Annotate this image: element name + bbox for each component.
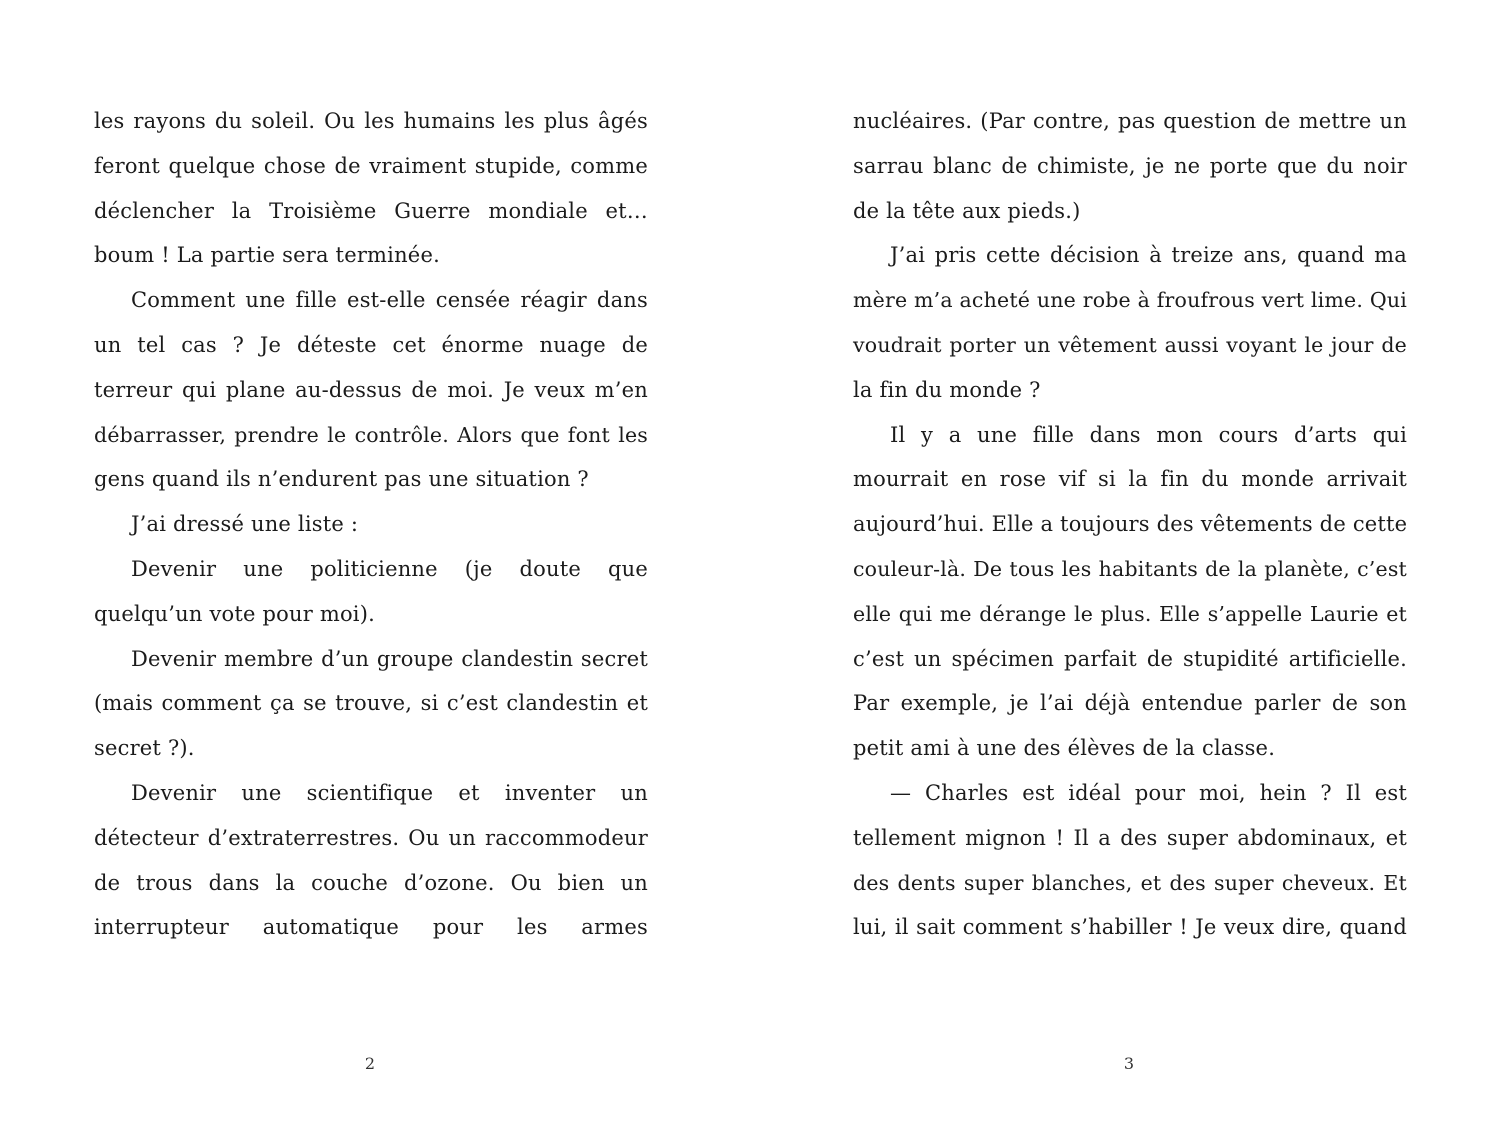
text-line: aujourd’hui. Elle a toujours des vêtements de cette: [853, 512, 1408, 537]
text-line: sarrau blanc de chimiste, je ne porte que du noir: [853, 153, 1407, 178]
text-line: — Charles est idéal pour moi, hein ? Il est: [890, 780, 1407, 805]
text-line: couleur-là. De tous les habitants de la planète, c’est: [853, 556, 1407, 581]
page-number: 2: [364, 1054, 376, 1073]
page-number: 3: [1123, 1054, 1135, 1073]
text-line: tellement mignon ! Il a des super abdominaux, et: [853, 825, 1407, 850]
right-page-text: [853, 99, 1407, 950]
text-line: la fin du monde ?: [853, 377, 1041, 402]
text-line: J’ai pris cette décision à treize ans, quand ma: [890, 243, 1407, 268]
text-line: secret ?).: [94, 736, 195, 761]
text-line: débarrasser, prendre le contrôle. Alors que font les: [94, 422, 648, 447]
text-line: mourrait en rose vif si la fin du monde arrivait: [853, 467, 1407, 492]
text-line: détecteur d’extraterrestres. Ou un raccommodeur: [94, 825, 648, 850]
text-line: (mais comment ça se trouve, si c’est clandestin et: [94, 691, 648, 716]
text-line: voudrait porter un vêtement aussi voyant le jour de: [853, 332, 1407, 357]
text-line: déclencher la Troisième Guerre mondiale et…: [94, 198, 648, 223]
text-line: Devenir une scientifique et inventer un: [131, 780, 648, 805]
text-line: de la tête aux pieds.): [853, 198, 1081, 223]
text-line: les rayons du soleil. Ou les humains les plus âgés: [94, 109, 648, 133]
text-line: interrupteur automatique pour les armes: [94, 915, 648, 940]
text-line: Comment une fille est-elle censée réagir dans: [131, 288, 648, 313]
text-line: Par exemple, je l’ai déjà entendue parler de son: [853, 691, 1407, 716]
right-page: [750, 0, 1500, 1125]
text-line: boum ! La partie sera terminée.: [94, 243, 440, 268]
text-line: petit ami à une des élèves de la classe.: [853, 736, 1276, 761]
text-line: nucléaires. (Par contre, pas question de mettre un: [853, 109, 1407, 133]
text-line: gens quand ils n’endurent pas une situation ?: [94, 467, 589, 492]
text-line: Devenir une politicienne (je doute que: [131, 556, 648, 581]
text-line: un tel cas ? Je déteste cet énorme nuage de: [94, 332, 648, 357]
text-line: c’est un spécimen parfait de stupidité artificielle.: [853, 646, 1407, 671]
text-line: J’ai dressé une liste :: [131, 512, 359, 537]
text-line: des dents super blanches, et des super cheveux. Et: [853, 870, 1407, 895]
text-line: Il y a une fille dans mon cours d’arts qui: [890, 422, 1407, 447]
text-line: Devenir membre d’un groupe clandestin secret: [131, 646, 648, 671]
text-line: elle qui me dérange le plus. Elle s’appelle Laurie et: [853, 601, 1407, 626]
text-line: de trous dans la couche d’ozone. Ou bien un: [94, 870, 648, 895]
text-line: terreur qui plane au-dessus de moi. Je veux m’en: [94, 377, 648, 402]
text-line: lui, il sait comment s’habiller ! Je veux dire, quand: [853, 915, 1407, 940]
text-line: feront quelque chose de vraiment stupide, comme: [94, 153, 648, 178]
left-page-text: [94, 99, 648, 950]
text-line: quelqu’un vote pour moi).: [94, 601, 375, 626]
text-line: mère m’a acheté une robe à froufrous vert lime. Qui: [853, 288, 1407, 313]
